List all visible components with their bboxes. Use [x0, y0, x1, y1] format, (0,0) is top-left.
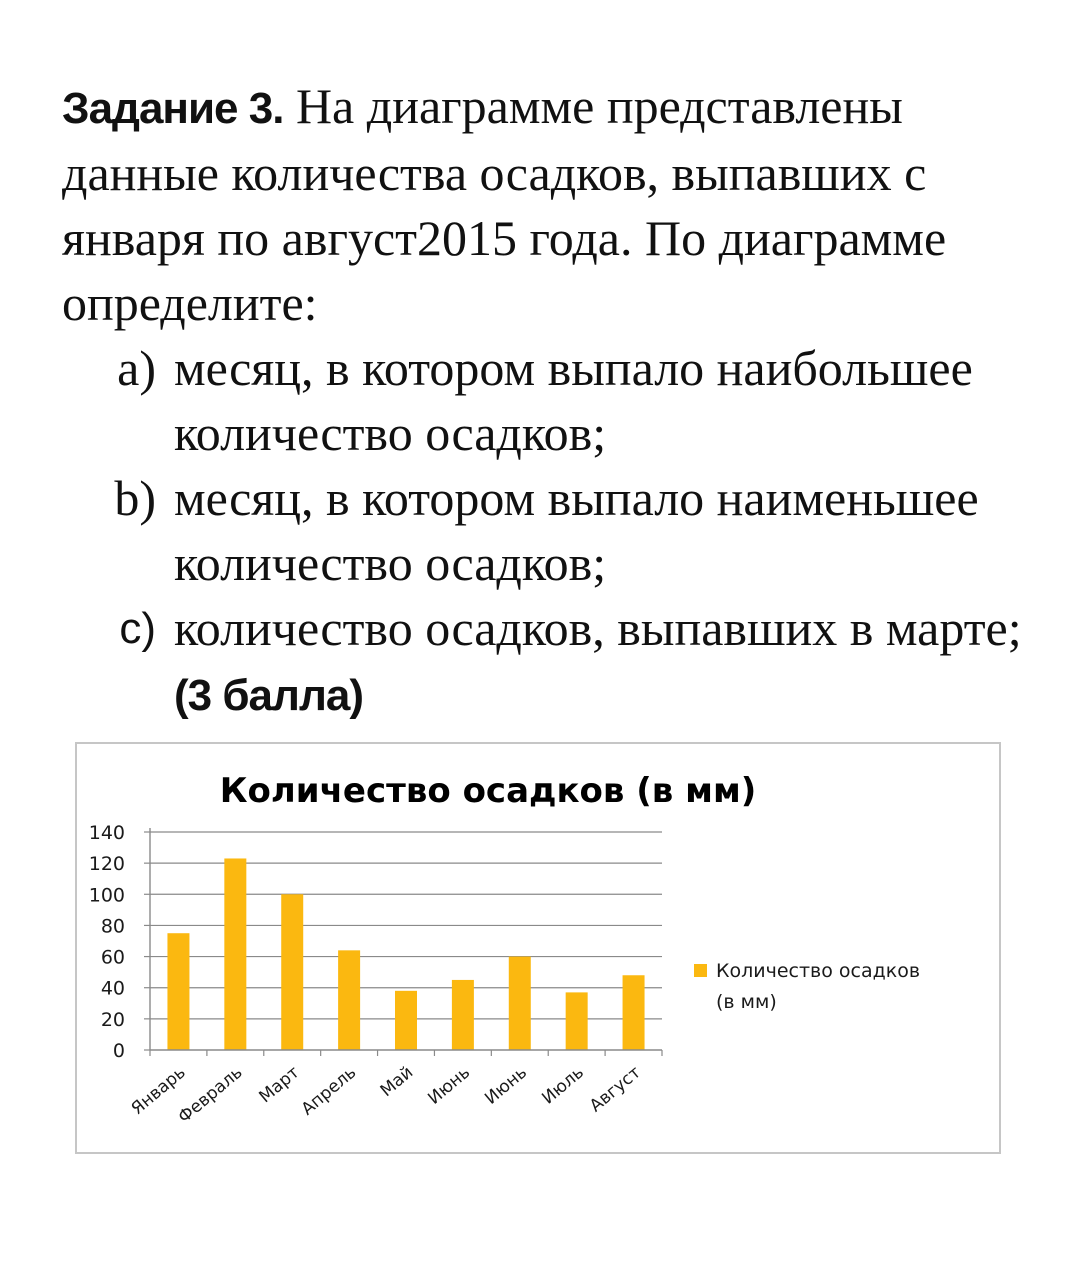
- bar-9: [623, 975, 645, 1050]
- bar-2: [224, 858, 246, 1050]
- bar-3: [281, 894, 303, 1050]
- task-item-marker: b): [114, 470, 156, 526]
- chart-x-labels: [128, 1062, 645, 1127]
- precipitation-chart: [77, 744, 999, 1152]
- legend-label: Количество осадков: [716, 960, 921, 982]
- task-item-text: количество осадков, выпавших в марте;: [174, 600, 1022, 656]
- chart-title: Количество осадков (в мм): [219, 771, 757, 811]
- legend-label: (в мм): [716, 991, 777, 1013]
- chart-y-ticks: [89, 822, 150, 1062]
- bar-6: [452, 980, 474, 1050]
- task-item-text: месяц, в котором выпало наименьшее количество осадков;: [174, 470, 979, 591]
- bar-8: [566, 992, 588, 1050]
- y-tick-label: 140: [88, 822, 125, 844]
- task-item-text-with-points: [174, 596, 1022, 728]
- task-intro-text: На диаграмме представлены данные количества осадков, выпавших с января по август2015 года. По диаграмме определите:: [62, 78, 947, 331]
- x-tick-label: Март: [255, 1062, 304, 1108]
- bar-4: [338, 950, 360, 1050]
- task-points: (3 балла): [174, 671, 364, 720]
- chart-legend: [694, 960, 920, 1013]
- y-tick-label: 20: [100, 1008, 125, 1031]
- task-item-a: [62, 336, 1022, 466]
- y-tick-label: 120: [88, 853, 125, 876]
- task-intro: [62, 74, 1022, 336]
- task-item-c: [62, 596, 1022, 728]
- x-tick-label: Январь: [127, 1062, 190, 1120]
- task-item-marker: c): [119, 604, 156, 653]
- legend-swatch: [694, 964, 707, 977]
- bar-1: [167, 933, 189, 1050]
- task-label: Задание 3.: [62, 84, 284, 133]
- task-text: [62, 74, 1022, 728]
- task-list: [62, 336, 1022, 728]
- y-tick-label: 80: [100, 915, 125, 938]
- task-item-b: [62, 466, 1022, 596]
- x-tick-label: Август: [586, 1062, 645, 1117]
- x-tick-label: Апрель: [297, 1062, 361, 1120]
- y-tick-label: 60: [100, 946, 125, 969]
- task-item-marker: a): [117, 340, 156, 396]
- task-item-text: месяц, в котором выпало наибольшее количество осадков;: [174, 340, 973, 461]
- x-tick-label: Май: [376, 1062, 418, 1102]
- x-tick-label: Февраль: [174, 1062, 247, 1128]
- bar-5: [395, 991, 417, 1050]
- y-tick-label: 0: [112, 1040, 125, 1062]
- x-tick-label: Июнь: [481, 1062, 531, 1109]
- chart-bars: [167, 858, 644, 1050]
- chart-frame: [75, 742, 1001, 1154]
- y-tick-label: 100: [88, 884, 125, 907]
- x-tick-label: Июнь: [424, 1062, 475, 1109]
- bar-7: [509, 957, 531, 1050]
- x-tick-label: Июль: [538, 1062, 588, 1109]
- y-tick-label: 40: [100, 977, 125, 1000]
